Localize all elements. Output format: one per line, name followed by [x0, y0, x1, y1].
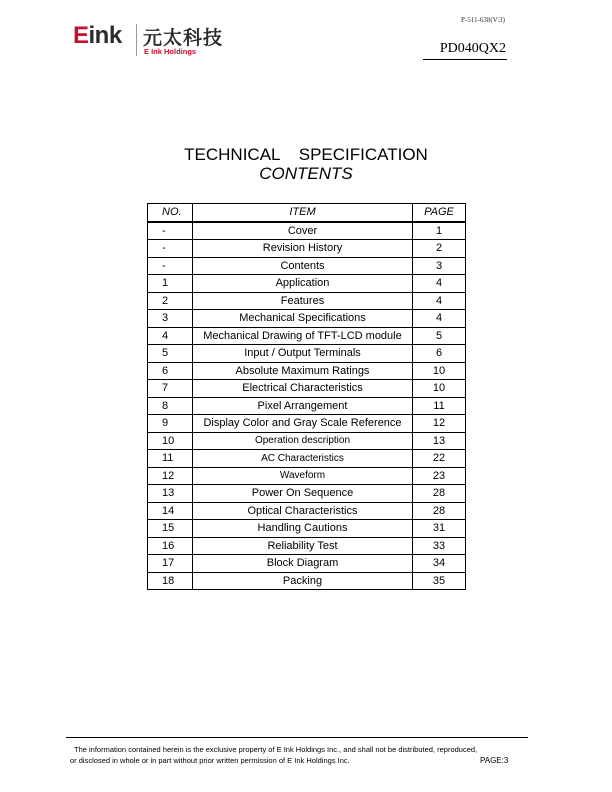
header-page: PAGE [413, 204, 466, 222]
cell-no: 3 [148, 310, 193, 328]
logo-divider [136, 24, 137, 56]
cell-page: 13 [413, 432, 466, 450]
cell-page: 2 [413, 240, 466, 258]
table-row [148, 327, 466, 345]
table-row [148, 572, 466, 590]
cell-item: Mechanical Drawing of TFT-LCD module [193, 327, 413, 345]
cell-item: Input / Output Terminals [193, 345, 413, 363]
logo-company-name: E Ink Holdings [144, 47, 197, 56]
cell-no: 8 [148, 397, 193, 415]
cell-no: 9 [148, 415, 193, 433]
cell-page: 23 [413, 467, 466, 485]
model-underline [423, 59, 507, 60]
header-no: NO. [148, 204, 193, 222]
table-row [148, 415, 466, 433]
table-row [148, 310, 466, 328]
cell-no: - [148, 257, 193, 275]
cell-page: 22 [413, 450, 466, 468]
cell-no: 16 [148, 537, 193, 555]
eink-logo-mark [73, 22, 122, 50]
header-item: ITEM [193, 204, 413, 222]
cell-item: Application [193, 275, 413, 293]
cell-page: 1 [413, 222, 466, 240]
cell-item: Revision History [193, 240, 413, 258]
cell-page: 10 [413, 380, 466, 398]
document-code: P-511-638(V:3) [461, 16, 505, 24]
cell-item: Packing [193, 572, 413, 590]
cell-no: 15 [148, 520, 193, 538]
cell-page: 31 [413, 520, 466, 538]
page-title: TECHNICAL SPECIFICATION [184, 145, 428, 164]
cell-no: 5 [148, 345, 193, 363]
logo-letters-ink: ink [88, 22, 122, 49]
table-row [148, 275, 466, 293]
table-row [148, 537, 466, 555]
cell-page: 35 [413, 572, 466, 590]
table-row [148, 555, 466, 573]
cell-item: Optical Characteristics [193, 502, 413, 520]
table-body [148, 222, 466, 590]
cell-item: Display Color and Gray Scale Reference [193, 415, 413, 433]
cell-item: Contents [193, 257, 413, 275]
cell-no: 14 [148, 502, 193, 520]
contents-table [147, 203, 466, 590]
table-row [148, 485, 466, 503]
cell-page: 11 [413, 397, 466, 415]
table-row [148, 432, 466, 450]
table-row [148, 467, 466, 485]
cell-item: Handling Cautions [193, 520, 413, 538]
cell-page: 12 [413, 415, 466, 433]
cell-item: Waveform [193, 467, 413, 485]
cell-no: 18 [148, 572, 193, 590]
cell-page: 34 [413, 555, 466, 573]
cell-item: Mechanical Specifications [193, 310, 413, 328]
cell-no: 17 [148, 555, 193, 573]
cell-no: 12 [148, 467, 193, 485]
cell-no: 7 [148, 380, 193, 398]
cell-item: AC Characteristics [193, 450, 413, 468]
page-subtitle: CONTENTS [259, 164, 353, 183]
table-row [148, 362, 466, 380]
cell-item: Electrical Characteristics [193, 380, 413, 398]
cell-page: 10 [413, 362, 466, 380]
cell-page: 4 [413, 292, 466, 310]
table-header-row [148, 204, 466, 222]
cell-no: 2 [148, 292, 193, 310]
table-row [148, 450, 466, 468]
cell-page: 5 [413, 327, 466, 345]
cell-page: 33 [413, 537, 466, 555]
cell-page: 28 [413, 502, 466, 520]
cell-page: 6 [413, 345, 466, 363]
table-row [148, 520, 466, 538]
cell-page: 28 [413, 485, 466, 503]
logo-chinese-name: 元太科技 [143, 27, 224, 49]
logo-letter-e: E [73, 22, 89, 49]
cell-page: 4 [413, 310, 466, 328]
cell-no: - [148, 222, 193, 240]
cell-no: 4 [148, 327, 193, 345]
cell-item: Power On Sequence [193, 485, 413, 503]
table-row [148, 257, 466, 275]
footer-notice-line-1: The information contained herein is the exclusive property of E Ink Holdings Inc., and shall not be distributed, reproduced, [74, 745, 478, 754]
cell-item: Cover [193, 222, 413, 240]
cell-item: Pixel Arrangement [193, 397, 413, 415]
table-row [148, 345, 466, 363]
table-row [148, 380, 466, 398]
cell-page: 4 [413, 275, 466, 293]
cell-no: 13 [148, 485, 193, 503]
table-row [148, 240, 466, 258]
page-number: PAGE:3 [480, 756, 509, 765]
cell-item: Operation description [193, 432, 413, 450]
cell-no: 11 [148, 450, 193, 468]
table-row [148, 222, 466, 240]
footer-divider [66, 737, 528, 738]
cell-page: 3 [413, 257, 466, 275]
model-number: PD040QX2 [439, 41, 506, 56]
table-row [148, 397, 466, 415]
cell-item: Absolute Maximum Ratings [193, 362, 413, 380]
cell-no: 6 [148, 362, 193, 380]
table-row [148, 292, 466, 310]
cell-item: Features [193, 292, 413, 310]
footer-notice-line-2: or disclosed in whole or in part without prior written permission of E Ink Holdings Inc. [70, 756, 350, 765]
cell-no: 1 [148, 275, 193, 293]
table-row [148, 502, 466, 520]
cell-no: - [148, 240, 193, 258]
cell-item: Reliability Test [193, 537, 413, 555]
cell-item: Block Diagram [193, 555, 413, 573]
cell-no: 10 [148, 432, 193, 450]
